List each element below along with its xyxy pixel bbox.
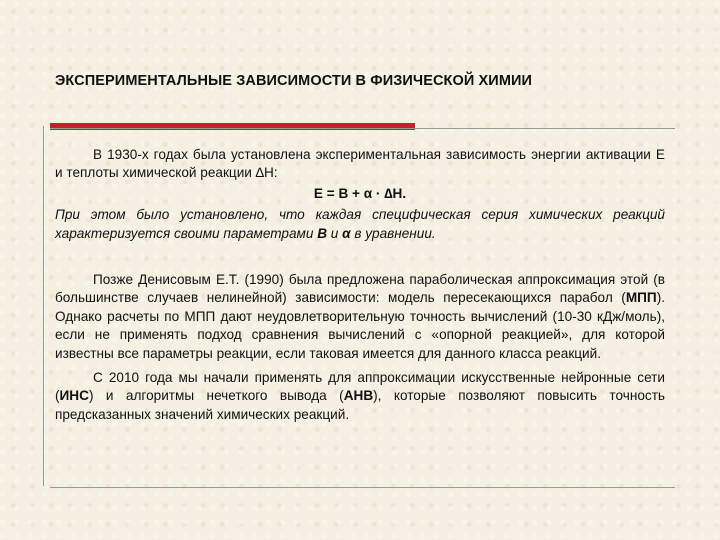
paragraph-neural-text: С 2010 года мы начали применять для аппроксимации искусственные нейронные сети (	[55, 370, 665, 404]
abbr-anv: АНВ	[343, 388, 374, 404]
bottom-divider	[50, 487, 675, 488]
paragraph-parameters	[55, 206, 665, 243]
paragraph-parameters-and: и	[327, 225, 343, 241]
paragraph-intro: В 1930-х годах была установлена экспериментальная зависимость энергии активации Е и теплоты химической реакции ∆H:	[55, 147, 665, 181]
slide-title: ЭКСПЕРИМЕНТАЛЬНЫЕ ЗАВИСИМОСТИ В ФИЗИЧЕСКОЙ ХИМИИ	[55, 73, 533, 89]
spacer	[55, 243, 665, 271]
paragraph-neural-end: ), которые позволяют повысить точность предсказанных значений химических реакций.	[55, 388, 666, 422]
left-border-line	[43, 126, 44, 486]
paragraph-parameters-end: в уравнении.	[350, 225, 436, 241]
slide-body	[55, 146, 665, 424]
param-alpha: α	[342, 225, 351, 241]
paragraph-neural-mid: ) и алгоритмы нечеткого вывода (	[88, 388, 344, 404]
abbr-ins: ИНС	[59, 388, 89, 404]
formula: E = B + α · ∆H.	[313, 185, 407, 201]
paragraph-denisov-text: Позже Денисовым Е.Т. (1990) была предложена параболическая аппроксимация этой (в большинстве случаев нелинейной) зависимости: модель пересекающихся парабол (	[55, 272, 665, 306]
paragraph-neural	[55, 369, 665, 424]
title-divider	[50, 128, 675, 129]
abbr-mpp: МПП	[625, 290, 657, 306]
paragraph-parameters-text: При этом было установлено, что каждая специфическая серия химических реакций характеризуется своими параметрами	[55, 207, 665, 241]
paragraph-denisov-end: ). Однако расчеты по МПП дают неудовлетворительную точность вычислений (10-30 кДж/моль), если не применять подход сравнения вычислений с «опорной реакцией», для которой известны все параметры реакции, если таковая имеется для данного класса реакций.	[55, 290, 665, 361]
param-b: B	[317, 225, 328, 241]
paragraph-denisov	[55, 271, 665, 363]
